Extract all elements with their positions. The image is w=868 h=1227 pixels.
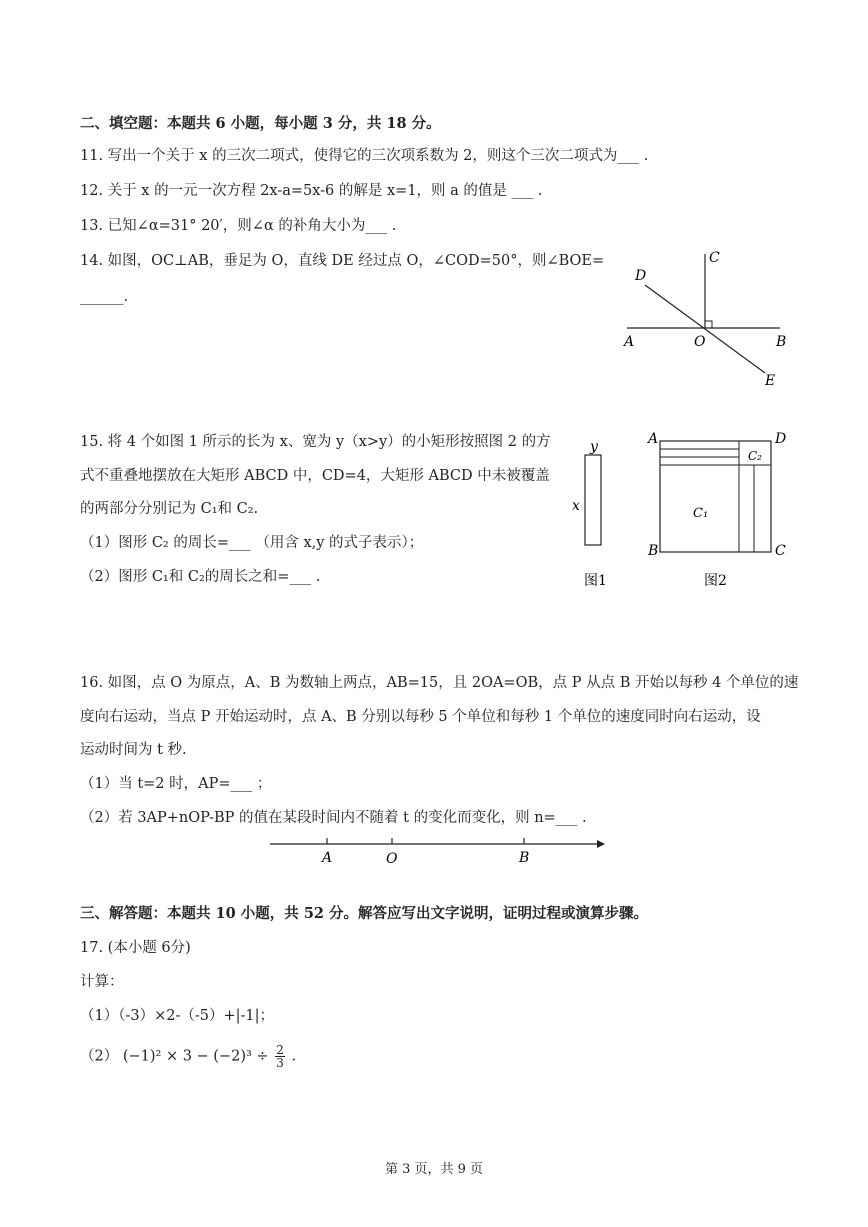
label-a: A: [624, 334, 635, 350]
part-2-end: .: [291, 1048, 297, 1065]
label-d: D: [635, 268, 647, 284]
label-b: B: [519, 850, 530, 866]
question-17-intro: 计算：: [80, 974, 124, 990]
label-b: B: [776, 334, 787, 350]
fraction: [275, 1044, 285, 1069]
question-16-line-2: 度向右运动，当点 P 开始运动时，点 A、B 分别以每秒 5 个单位和每秒 1 个单位的速度同时向右运动，设: [80, 709, 761, 725]
part-2-expression: (−1)² × 3 − (−2)³ ÷: [122, 1048, 269, 1065]
q16-number-line: [265, 830, 610, 875]
question-16-line-3: 运动时间为 t 秒.: [80, 742, 187, 758]
label-e: E: [765, 373, 776, 389]
label-d: D: [775, 431, 787, 447]
caption-figure-2: 图2: [704, 573, 727, 589]
label-c: C: [709, 250, 720, 266]
axis-arrow: [597, 840, 605, 848]
question-15-line-3: 的两部分分别记为 C₁和 C₂.: [80, 501, 259, 517]
label-y: y: [590, 439, 598, 455]
small-rectangle: [585, 455, 601, 545]
q15-figure-1: [560, 435, 620, 595]
question-17-part-1: （1）（-3）×2-（-5）+|-1|；: [80, 1008, 275, 1024]
section-2-heading: 二、填空题：本题共 6 小题，每小题 3 分，共 18 分。: [80, 115, 441, 132]
question-12: 12. 关于 x 的一元一次方程 2x-a=5x-6 的解是 x=1，则 a 的值是 ___ .: [80, 183, 543, 199]
question-16-line-1: 16. 如图，点 O 为原点，A、B 为数轴上两点，AB=15，且 2OA=OB，点 P 从点 B 开始以每秒 4 个单位的速: [80, 675, 799, 691]
section-3-heading: 三、解答题：本题共 10 小题，共 52 分。解答应写出文字说明，证明过程或演算步骤。: [80, 905, 649, 922]
q15-figure-2: [640, 425, 800, 595]
question-14-line-1: 14. 如图，OC⊥AB，垂足为 O，直线 DE 经过点 O，∠COD=50°，则∠BOE=: [80, 253, 605, 269]
right-angle-mark: [705, 321, 712, 328]
fraction-numerator: 2: [276, 1043, 284, 1057]
question-11: 11. 写出一个关于 x 的三次二项式，使得它的三次项系数为 2，则这个三次二项式为___ .: [80, 148, 649, 164]
label-c2: C₂: [748, 449, 762, 463]
question-16-part-2: （2）若 3AP+nOP-BP 的值在某段时间内不随着 t 的变化而变化，则 n=___ .: [80, 810, 587, 826]
question-15-line-2: 式不重叠地摆放在大矩形 ABCD 中，CD=4，大矩形 ABCD 中未被覆盖: [80, 468, 550, 484]
part-2-prefix: （2）: [80, 1048, 119, 1065]
caption-figure-1: 图1: [584, 573, 607, 589]
label-a: A: [648, 431, 659, 447]
question-17-part-2: [80, 1044, 296, 1069]
label-o: O: [694, 334, 706, 350]
label-c: C: [775, 543, 786, 559]
label-b: B: [648, 543, 659, 559]
q14-angle-figure: [615, 240, 805, 400]
question-15-part-1: （1）图形 C₂ 的周长=___ （用含 x,y 的式子表示）；: [80, 535, 424, 551]
label-o: O: [386, 851, 398, 867]
question-13: 13. 已知∠α=31° 20′，则∠α 的补角大小为___ .: [80, 218, 397, 234]
label-c1: C₁: [693, 506, 709, 521]
question-15-part-2: （2）图形 C₁和 C₂的周长之和=___ .: [80, 569, 321, 585]
label-a: A: [322, 850, 333, 866]
fraction-denominator: 3: [276, 1056, 284, 1070]
question-14-line-2: ______.: [80, 289, 129, 305]
question-16-part-1: （1）当 t=2 时，AP=___ ；: [80, 776, 272, 792]
label-x: x: [572, 498, 580, 514]
question-17-title: 17. (本小题 6分): [80, 940, 191, 956]
page-footer: 第 3 页，共 9 页: [384, 1162, 484, 1177]
question-15-line-1: 15. 将 4 个如图 1 所示的长为 x、宽为 y（x>y）的小矩形按照图 2 的方: [80, 434, 551, 450]
